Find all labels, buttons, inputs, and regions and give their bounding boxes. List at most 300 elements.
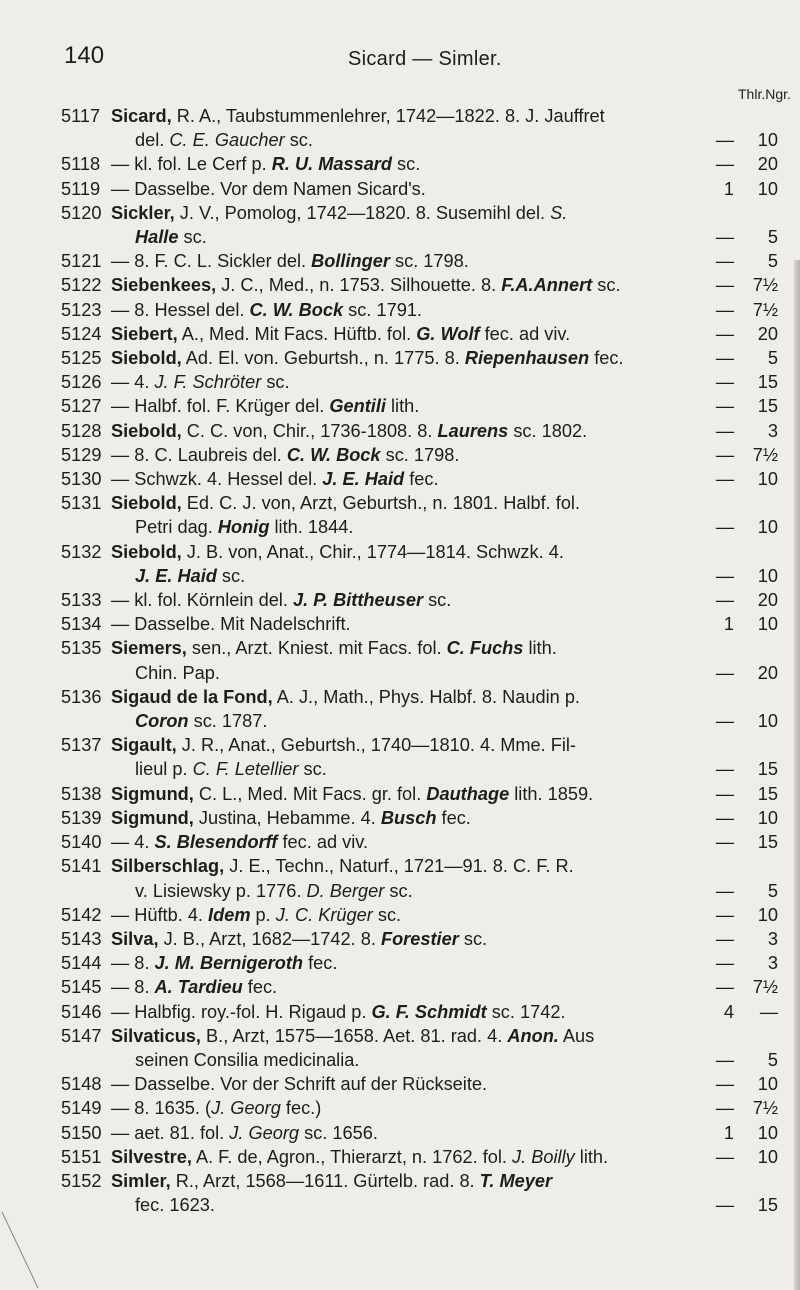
page-corner-mark (0, 1210, 40, 1290)
entry-segment: — 8. C. Laubreis del. (111, 444, 287, 465)
price-groschen: 10 (757, 565, 778, 586)
entry-number: 5145 (61, 977, 102, 998)
artist-name: F.A.Annert (501, 275, 593, 296)
entry-text (111, 104, 708, 152)
entry-segment: Petri dag. (135, 517, 218, 538)
entry-number: 5123 (61, 299, 102, 320)
entry-price (696, 661, 778, 685)
entry-number: 5134 (61, 614, 102, 635)
entry-segment: Justina, Hebamme. 4. (193, 807, 381, 828)
entry-segment: fec. 1623. (135, 1195, 215, 1216)
price-thaler: — (715, 372, 734, 393)
entry-number: 5140 (61, 832, 102, 853)
price-groschen: 20 (757, 323, 778, 344)
price-thaler: — (715, 783, 734, 804)
price-groschen: 5 (767, 1049, 778, 1070)
entry-price (696, 152, 778, 176)
catalog-entry (0, 927, 800, 951)
entry-segment: — Schwzk. 4. Hessel del. (111, 469, 323, 490)
price-thaler: — (715, 227, 734, 248)
entry-line (111, 396, 419, 416)
price-thaler: — (715, 130, 734, 151)
entry-segment: del. (135, 130, 170, 151)
entry-line (111, 348, 624, 368)
artist-name: A. Tardieu (154, 977, 243, 998)
entry-number: 5147 (61, 1025, 102, 1046)
entry-segment: C. C. von, Chir., 1736-1808. 8. (181, 420, 438, 441)
entry-line (111, 515, 708, 539)
price-groschen: 20 (757, 662, 778, 683)
entry-line (111, 661, 708, 685)
price-thaler: — (715, 711, 734, 732)
entry-segment: — Halbfig. roy.-fol. H. Rigaud p. (111, 1001, 372, 1022)
entry-segment: lith. 1859. (509, 783, 594, 804)
entry-segment: sc. 1798. (380, 444, 460, 465)
entry-name: Siebert, (111, 323, 178, 344)
price-groschen: 7½ (752, 275, 778, 296)
price-thaler: — (715, 251, 734, 272)
price-groschen: 10 (757, 130, 778, 151)
entry-price (696, 419, 778, 443)
entry-segment: — 8. (111, 977, 155, 998)
price-thaler: 4 (723, 1001, 734, 1022)
entry-number: 5117 (61, 106, 101, 126)
price-groschen: 10 (757, 178, 778, 199)
entry-segment: R., Arzt, 1568—1611. Gürtelb. rad. 8. (170, 1170, 480, 1191)
artist-name: Idem (208, 904, 251, 925)
entry-line (111, 106, 605, 126)
entry-text (111, 201, 708, 249)
entry-segment: A., Med. Mit Facs. Hüftb. fol. (177, 323, 417, 344)
entry-line (111, 687, 580, 707)
artist-name: Riepenhausen (464, 348, 590, 369)
entry-text (111, 394, 708, 418)
catalog-entry (0, 806, 800, 830)
entry-segment: lith. (574, 1146, 609, 1167)
entry-number: 5120 (61, 202, 102, 223)
entry-line (111, 1193, 708, 1217)
entry-segment: — 8. (111, 953, 155, 974)
artist-name: Forestier (380, 928, 459, 949)
entry-number: 5129 (61, 444, 102, 465)
entry-line (111, 421, 587, 441)
price-groschen: 5 (767, 251, 778, 272)
entry-text (111, 1145, 708, 1169)
entry-line (111, 154, 420, 174)
entry-segment: — Halbf. fol. F. Krüger del. (111, 396, 330, 417)
price-thaler: — (715, 904, 734, 925)
price-thaler: — (715, 420, 734, 441)
entry-text (111, 1169, 708, 1217)
artist-name: Bollinger (311, 251, 390, 272)
entry-text (111, 467, 708, 491)
catalog-entry (0, 1024, 800, 1072)
artist-name: J. M. Bernigeroth (154, 953, 304, 974)
entry-price (696, 370, 778, 394)
entry-segment: — Dasselbe. Vor der Schrift auf der Rückseite. (111, 1074, 488, 1095)
entry-number: 5142 (61, 904, 102, 925)
entry-line (111, 445, 459, 465)
entry-text (111, 1096, 708, 1120)
entry-line (111, 1171, 552, 1191)
price-groschen: 5 (767, 880, 778, 901)
artist-name: T. Meyer (479, 1170, 553, 1191)
artist-name: C. F. Letellier (192, 759, 299, 780)
entry-segment: J. C., Med., n. 1753. Silhouette. 8. (216, 275, 502, 296)
entry-line (111, 372, 290, 392)
entry-line (111, 203, 567, 223)
price-groschen: 3 (767, 420, 778, 441)
entry-text (111, 854, 708, 902)
price-thaler: 1 (723, 178, 734, 199)
entry-name: Siemers, (111, 638, 187, 659)
price-groschen: 10 (757, 517, 778, 538)
entry-price (696, 346, 778, 370)
catalog-entry (0, 975, 800, 999)
entry-price (696, 709, 778, 733)
price-groschen: 3 (767, 928, 778, 949)
entry-number: 5118 (61, 154, 101, 175)
artist-name: Busch (380, 807, 437, 828)
entry-text (111, 419, 708, 443)
entry-number: 5151 (61, 1146, 102, 1167)
entry-line (111, 808, 471, 828)
entry-name: Sickler, (111, 202, 175, 223)
entry-segment: J. B. von, Anat., Chir., 1774—1814. Schwzk. 4. (181, 541, 564, 562)
entry-line (111, 784, 593, 804)
entry-price (696, 249, 778, 273)
catalog-entry (0, 1169, 800, 1217)
entry-line (111, 856, 574, 876)
price-groschen: 10 (757, 614, 778, 635)
entry-price (696, 830, 778, 854)
entry-text (111, 1024, 708, 1072)
artist-name: C. E. Gaucher (169, 130, 285, 151)
artist-name: J. Georg (211, 1098, 281, 1119)
entry-price (696, 128, 778, 152)
entry-segment: — 4. (111, 832, 155, 853)
entry-price (696, 1096, 778, 1120)
catalog-entry (0, 1072, 800, 1096)
entry-text (111, 443, 708, 467)
price-groschen: 10 (757, 904, 778, 925)
catalog-entry (0, 394, 800, 418)
catalog-entry (0, 1096, 800, 1120)
entry-text (111, 903, 708, 927)
entry-line (111, 1026, 594, 1046)
artist-name: G. Wolf (416, 323, 480, 344)
entry-segment: — Hüftb. 4. (111, 904, 209, 925)
price-thaler: 1 (723, 1122, 734, 1143)
entry-segment: J. B., Arzt, 1682—1742. 8. (158, 928, 381, 949)
catalog-entry (0, 733, 800, 781)
entry-text (111, 1000, 708, 1024)
catalog-entry (0, 854, 800, 902)
entry-text (111, 491, 708, 539)
price-groschen: 10 (757, 1074, 778, 1095)
entry-text (111, 612, 708, 636)
entry-segment: fec. (589, 348, 624, 369)
entry-price (696, 564, 778, 588)
entry-price (696, 322, 778, 346)
artist-name: Dauthage (426, 783, 510, 804)
entry-price (696, 467, 778, 491)
entry-number: 5133 (61, 590, 102, 611)
entry-text (111, 806, 708, 830)
entry-price (696, 1072, 778, 1096)
entry-line (111, 590, 451, 610)
entry-number: 5121 (61, 251, 102, 272)
entry-line (111, 1048, 708, 1072)
entry-segment: sc. 1787. (188, 711, 268, 732)
catalog-entry (0, 1121, 800, 1145)
entry-line (111, 905, 401, 925)
entry-segment: Ad. El. von. Geburtsh., n. 1775. 8. (181, 348, 465, 369)
entry-line (111, 275, 621, 295)
entry-price (696, 394, 778, 418)
entry-price (696, 879, 778, 903)
entry-segment: v. Lisiewsky p. 1776. (135, 880, 307, 901)
catalog-entry (0, 443, 800, 467)
entry-segment: sc. (298, 759, 327, 780)
entry-line (111, 251, 469, 271)
catalog-entry (0, 903, 800, 927)
entry-line (111, 879, 708, 903)
entry-number: 5138 (61, 783, 102, 804)
entry-text (111, 540, 708, 588)
catalog-entry (0, 104, 800, 152)
entry-name: Sigaud de la Fond, (111, 686, 273, 707)
price-groschen: 10 (757, 711, 778, 732)
catalog-entry (0, 636, 800, 684)
artist-name: R. U. Massard (271, 154, 392, 175)
entry-segment: — 8. F. C. L. Sickler del. (111, 251, 312, 272)
entry-segment: A. J., Math., Phys. Halbf. 8. Naudin p. (272, 686, 580, 707)
entry-text (111, 322, 708, 346)
catalog-entry (0, 1000, 800, 1024)
price-groschen: 7½ (752, 299, 778, 320)
artist-name: G. F. Schmidt (371, 1001, 487, 1022)
entry-number: 5119 (61, 178, 101, 199)
entry-number: 5127 (61, 396, 102, 417)
price-thaler: — (715, 662, 734, 683)
entry-name: Sigmund, (111, 807, 194, 828)
entry-price (696, 1000, 778, 1024)
entry-number: 5136 (61, 686, 102, 707)
entry-segment: sc. (372, 904, 402, 925)
entry-text (111, 370, 708, 394)
entry-number: 5146 (61, 1001, 102, 1022)
entry-price (696, 515, 778, 539)
entry-price (696, 612, 778, 636)
entry-line (111, 564, 708, 588)
artist-name: C. W. Bock (249, 299, 344, 320)
entry-line (111, 542, 564, 562)
entry-segment: fec. (303, 953, 338, 974)
entry-name: Siebold, (111, 541, 182, 562)
entry-segment: sc. (592, 275, 621, 296)
entry-line (111, 1098, 321, 1118)
entry-line (111, 1002, 566, 1022)
entry-segment: sc. (216, 565, 246, 586)
entry-line (111, 953, 337, 973)
entry-price (696, 225, 778, 249)
entry-number: 5139 (61, 807, 102, 828)
price-groschen: 15 (757, 372, 778, 393)
price-thaler: — (715, 275, 734, 296)
page-title: Sicard — Simler. (348, 48, 502, 70)
price-thaler: — (715, 832, 734, 853)
entry-price (696, 1121, 778, 1145)
entry-text (111, 249, 708, 273)
entry-number: 5124 (61, 323, 102, 344)
entry-line (111, 128, 708, 152)
catalog-entry (0, 370, 800, 394)
price-thaler: — (715, 444, 734, 465)
price-thaler: — (715, 1049, 734, 1070)
artist-name: J. C. Krüger (275, 904, 373, 925)
price-thaler: — (715, 1074, 734, 1095)
entry-number: 5150 (61, 1122, 102, 1143)
entry-line (111, 735, 576, 755)
entry-text (111, 1072, 708, 1096)
entry-segment: sc. (458, 928, 488, 949)
price-groschen: 7½ (752, 444, 778, 465)
artist-name: S. (550, 202, 568, 223)
entry-text (111, 685, 708, 733)
catalog-entry (0, 830, 800, 854)
entry-name: Sigault, (111, 735, 177, 756)
entry-price (696, 927, 778, 951)
catalog-entry (0, 177, 800, 201)
entry-line (111, 638, 557, 658)
price-thaler: — (715, 565, 734, 586)
entry-segment: — 8. Hessel del. (111, 299, 250, 320)
entry-segment: sc. 1742. (486, 1001, 566, 1022)
entry-name: Siebold, (111, 493, 182, 514)
entry-segment: Aus (558, 1025, 595, 1046)
entry-segment: sc. (423, 590, 452, 611)
catalog-entry (0, 782, 800, 806)
entry-price (696, 1048, 778, 1072)
price-thaler: — (715, 154, 734, 175)
entry-text (111, 636, 708, 684)
price-thaler: — (715, 1146, 734, 1167)
entry-segment: p. (250, 904, 276, 925)
entry-price (696, 951, 778, 975)
artist-name: J. E. Haid (322, 469, 405, 490)
entry-segment: B., Arzt, 1575—1658. Aet. 81. rad. 4. (200, 1025, 508, 1046)
entry-number: 5148 (61, 1074, 102, 1095)
entry-number: 5152 (61, 1170, 102, 1191)
price-thaler: — (715, 1195, 734, 1216)
price-thaler: — (715, 348, 734, 369)
entry-text (111, 782, 708, 806)
price-thaler: — (715, 880, 734, 901)
entry-price (696, 177, 778, 201)
entry-line (111, 614, 351, 634)
entry-text (111, 152, 708, 176)
entry-number: 5141 (61, 856, 102, 877)
entry-line (111, 1074, 487, 1094)
entry-number: 5132 (61, 541, 102, 562)
entry-segment: sc. (392, 154, 421, 175)
entry-list (0, 104, 800, 1217)
catalog-entry (0, 467, 800, 491)
catalog-entry (0, 540, 800, 588)
entry-segment: J. R., Anat., Geburtsh., 1740—1810. 4. Mme. Fil- (176, 735, 576, 756)
entry-price (696, 782, 778, 806)
price-column-heading: Thlr.Ngr. (738, 86, 791, 102)
artist-name: D. Berger (306, 880, 385, 901)
entry-text (111, 951, 708, 975)
price-groschen: — (759, 1001, 778, 1022)
entry-name: Simler, (111, 1170, 171, 1191)
artist-name: Laurens (437, 420, 509, 441)
entry-segment: lieul p. (135, 759, 193, 780)
entry-segment: C. L., Med. Mit Facs. gr. fol. (193, 783, 427, 804)
entry-segment: lith. 1844. (269, 517, 354, 538)
catalog-entry (0, 612, 800, 636)
price-thaler: — (715, 1098, 734, 1119)
entry-name: Sigmund, (111, 783, 194, 804)
entry-name: Siebold, (111, 348, 182, 369)
entry-price (696, 443, 778, 467)
price-groschen: 15 (757, 396, 778, 417)
price-thaler: — (715, 517, 734, 538)
entry-line (111, 832, 368, 852)
catalog-entry (0, 322, 800, 346)
entry-segment: sc. 1798. (389, 251, 469, 272)
price-groschen: 10 (757, 1146, 778, 1167)
artist-name: Coron (135, 711, 189, 732)
price-thaler: — (715, 396, 734, 417)
entry-segment: — kl. fol. Le Cerf p. (111, 154, 272, 175)
price-thaler: — (715, 299, 734, 320)
page-edge-shadow (794, 260, 800, 1290)
entry-text (111, 588, 708, 612)
catalog-entry (0, 152, 800, 176)
entry-price (696, 298, 778, 322)
entry-price (696, 757, 778, 781)
entry-text (111, 273, 708, 297)
price-thaler: — (715, 928, 734, 949)
entry-segment: sc. (384, 880, 413, 901)
entry-segment: sc. (178, 227, 207, 248)
entry-segment: R. A., Taubstummenlehrer, 1742—1822. 8. J. Jauffret (171, 106, 605, 126)
entry-segment: fec. (436, 807, 471, 828)
price-groschen: 10 (757, 1122, 778, 1143)
entry-line (111, 929, 487, 949)
price-groschen: 15 (757, 759, 778, 780)
entry-number: 5149 (61, 1098, 102, 1119)
entry-segment: — Dasselbe. Mit Nadelschrift. (111, 614, 351, 635)
artist-name: C. Fuchs (446, 638, 524, 659)
price-groschen: 15 (757, 783, 778, 804)
price-groschen: 7½ (752, 977, 778, 998)
entry-segment: sc. 1791. (343, 299, 422, 320)
entry-price (696, 903, 778, 927)
catalog-entry (0, 588, 800, 612)
entry-name: Silberschlag, (111, 856, 225, 877)
entry-segment: A. F. de, Agron., Thierarzt, n. 1762. fol. (191, 1146, 513, 1167)
price-thaler: — (715, 977, 734, 998)
entry-segment: J. V., Pomolog, 1742—1820. 8. Susemihl del. (174, 202, 551, 223)
price-groschen: 3 (767, 953, 778, 974)
entry-segment: Ed. C. J. von, Arzt, Geburtsh., n. 1801. Halbf. fol. (181, 493, 581, 514)
catalog-entry (0, 249, 800, 273)
entry-price (696, 1145, 778, 1169)
